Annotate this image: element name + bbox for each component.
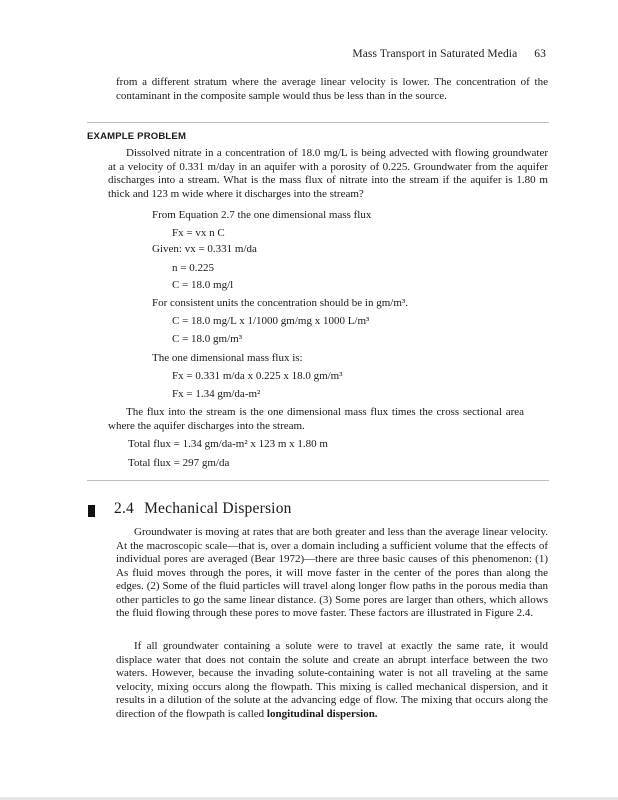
total-flux-1: Total flux = 1.34 gm/da-m² x 123 m x 1.80 m bbox=[128, 438, 328, 450]
flux-explanation: The flux into the stream is the one dimensional mass flux times the cross sectional area where the aquifer discharges into the stream. bbox=[108, 406, 524, 432]
section-title: Mechanical Dispersion bbox=[144, 500, 292, 517]
section-marker-icon bbox=[88, 505, 95, 517]
from-equation-text: From Equation 2.7 the one dimensional mass flux bbox=[152, 209, 372, 221]
given-velocity: Given: vx = 0.331 m/da bbox=[152, 243, 257, 255]
conversion-1: C = 18.0 mg/L x 1/1000 gm/mg x 1000 L/m³ bbox=[172, 315, 370, 327]
given-porosity: n = 0.225 bbox=[172, 262, 214, 274]
flux-intro: The one dimensional mass flux is: bbox=[152, 352, 303, 364]
flux-equation-1: Fx = 0.331 m/da x 0.225 x 18.0 gm/m³ bbox=[172, 370, 343, 382]
section-paragraph-1: Groundwater is moving at rates that are both greater and less than the average linear velocity. At the macroscopic scale—that is, over a domain including a sufficient volume that the effects of individual pores are averaged (Bear 1972)—there are three basic causes of this phenomenon: (1) As fluid moves through the pores, it will move faster in the center of the pores than along the edges. (2) Some of the fluid particles will travel along longer flow paths in the porous media than other particles to go the same linear distance. (3) Some pores are larger than others, which allows the fluid flowing through these pores to move faster. These factors are illustrated in Figure 2.4. bbox=[116, 526, 548, 619]
page-number: 63 bbox=[534, 48, 546, 60]
section-paragraph-2 bbox=[116, 640, 548, 721]
section-heading bbox=[114, 500, 292, 518]
total-flux-2: Total flux = 297 gm/da bbox=[128, 457, 230, 469]
section-number: 2.4 bbox=[114, 500, 134, 517]
running-title: Mass Transport in Saturated Media bbox=[352, 48, 518, 60]
consistent-units-text: For consistent units the concentration should be in gm/m³. bbox=[152, 297, 408, 309]
section-paragraph-2-text: If all groundwater containing a solute were to travel at exactly the same rate, it would displace water that does not contain the solute and create an abrupt interface between the two waters. However, because the invading solute-containing water is not all traveling at the same velocity, mixing occurs along the flowpath. This mixing is called mechanical dispersion, and it results in a dilution of the solute at the advancing edge of flow. The mixing that occurs along the direction of the flowpath is called bbox=[116, 640, 548, 720]
example-bottom-rule bbox=[87, 480, 549, 481]
example-title: EXAMPLE PROBLEM bbox=[87, 131, 187, 142]
given-concentration: C = 18.0 mg/l bbox=[172, 279, 234, 291]
flux-equation-2: Fx = 1.34 gm/da-m² bbox=[172, 388, 261, 400]
example-top-rule bbox=[87, 122, 549, 123]
running-header bbox=[352, 48, 546, 60]
example-problem-text: Dissolved nitrate in a concentration of 18.0 mg/L is being advected with flowing groundwater at a velocity of 0.331 m/day in an aquifer with a porosity of 0.225. Groundwater from the aquifer discharges into a stream. What is the mass flux of nitrate into the stream if the aquifer is 1.80 m thick and 123 m wide where it discharges into the stream? bbox=[108, 147, 548, 200]
conversion-2: C = 18.0 gm/m³ bbox=[172, 333, 243, 345]
intro-paragraph: from a different stratum where the average linear velocity is lower. The concentration of the contaminant in the composite sample would thus be less than in the source. bbox=[116, 76, 548, 102]
equation-1: Fx = vx n C bbox=[172, 227, 225, 239]
longitudinal-dispersion-term: longitudinal dispersion. bbox=[266, 707, 378, 720]
